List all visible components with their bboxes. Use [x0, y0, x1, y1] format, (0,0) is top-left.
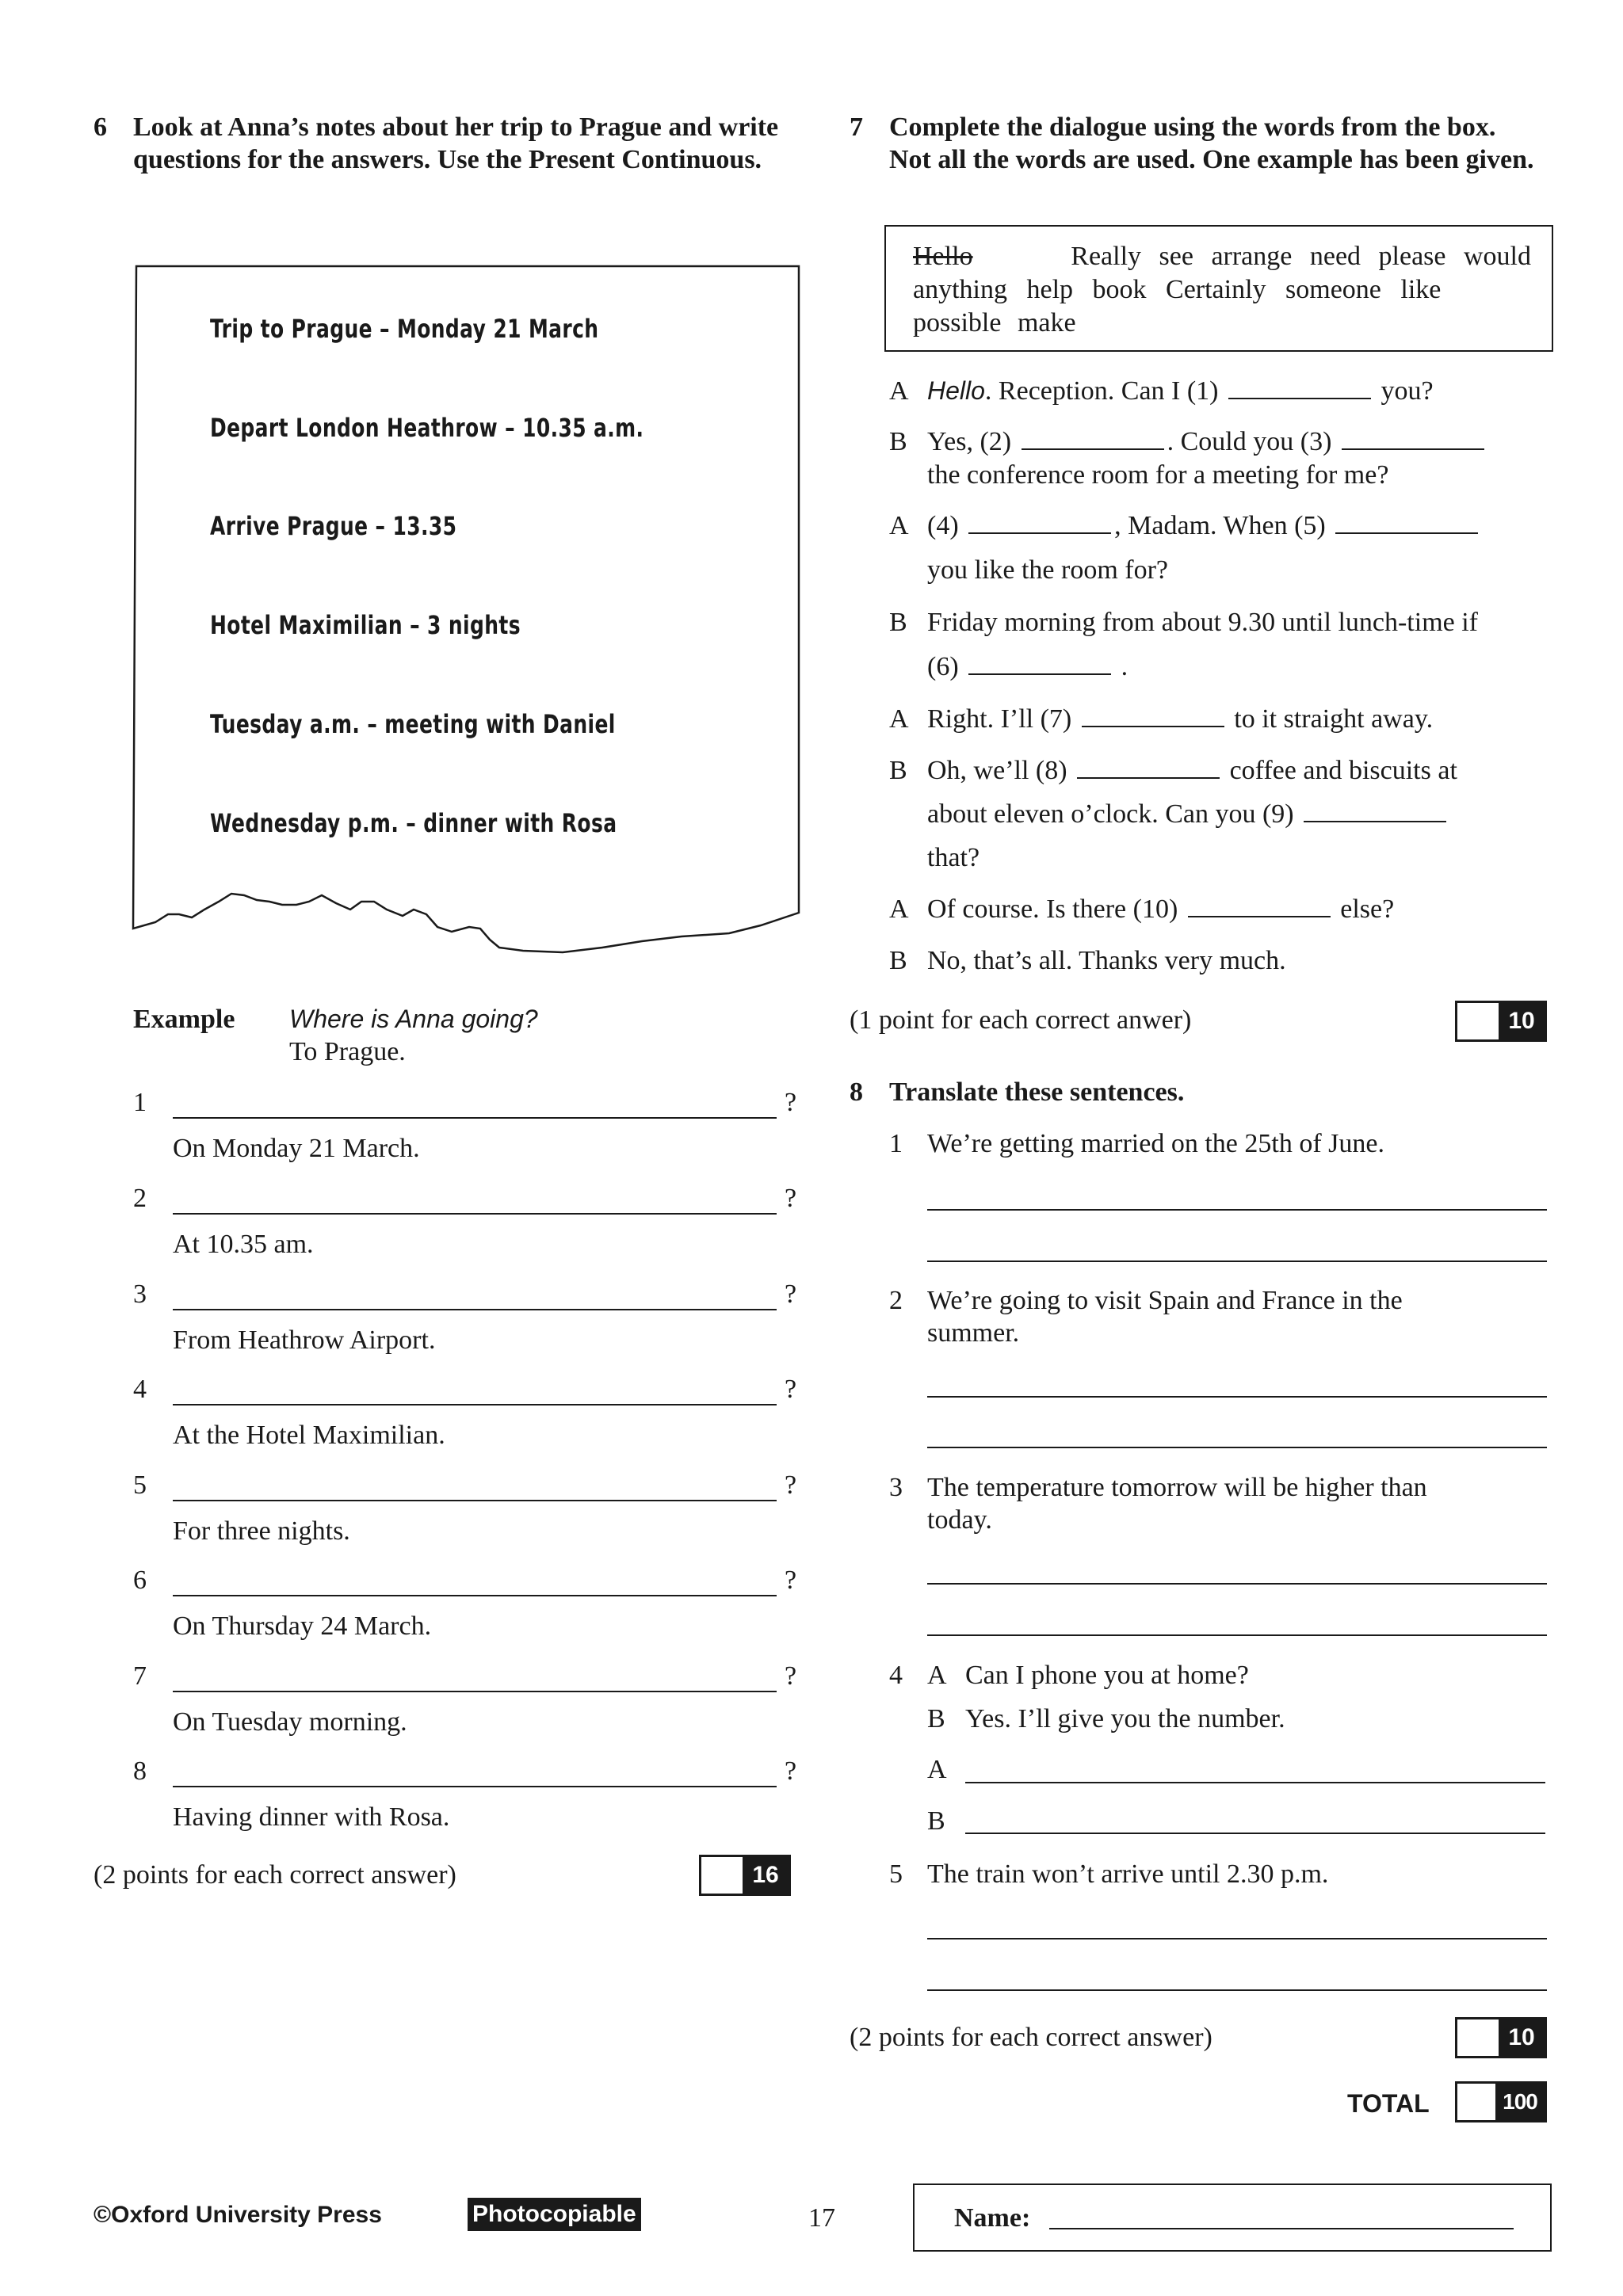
translation-line[interactable]: [927, 1209, 1547, 1211]
q6-item-number: 1: [133, 1088, 147, 1117]
sentence-text: summer.: [927, 1318, 1020, 1348]
speaker: A: [889, 376, 909, 406]
blank-7[interactable]: [1082, 704, 1224, 727]
dialogue-text: . Could you (3): [1167, 427, 1332, 456]
dialogue-line-4b: [927, 651, 1128, 684]
q6-item-6: [133, 1565, 799, 1652]
q8-sentence-4: [889, 1660, 1249, 1692]
translation-line[interactable]: [927, 1634, 1547, 1636]
translation-line[interactable]: [927, 1447, 1547, 1448]
speaker: B: [927, 1704, 945, 1733]
q6-item-1: [133, 1087, 799, 1174]
sentence-text: today.: [927, 1505, 992, 1535]
q6-points-note: (2 points for each correct answer): [94, 1860, 456, 1890]
q6-item-answer: Having dinner with Rosa.: [173, 1802, 450, 1832]
name-label: Name:: [954, 2203, 1031, 2233]
dialogue-text: Of course. Is there (10): [927, 894, 1178, 924]
question-mark: ?: [785, 1088, 797, 1117]
q6-item-answer: From Heathrow Airport.: [173, 1325, 436, 1355]
speaker: A: [889, 511, 909, 540]
dialogue-text: . Reception. Can I (1): [984, 376, 1219, 406]
answer-line[interactable]: [173, 1691, 777, 1692]
q8-sentence-3: [889, 1472, 1427, 1505]
q6-item-2: [133, 1183, 799, 1270]
struck-word: Hello: [913, 242, 973, 271]
dialogue-text: you like the room for?: [927, 555, 1169, 585]
translation-line[interactable]: [927, 1583, 1547, 1585]
dialogue-line-7: [889, 894, 1394, 926]
total-score: 100: [1495, 2084, 1545, 2120]
word-box-line-1: [913, 241, 1531, 273]
dialogue-line-3: [889, 510, 1481, 543]
sentence-number: 4: [889, 1661, 903, 1690]
q6-item-answer: At 10.35 am.: [173, 1230, 314, 1259]
dialogue-text: you?: [1381, 376, 1434, 406]
q8-sentence-2: [889, 1285, 1403, 1318]
question-mark: ?: [785, 1661, 797, 1691]
photocopiable-badge: Photocopiable: [468, 2198, 641, 2231]
q8-number: 8: [850, 1077, 863, 1107]
q6-item-answer: For three nights.: [173, 1516, 350, 1546]
speaker: B: [889, 427, 907, 456]
dialogue-text: that?: [927, 843, 980, 872]
sentence-number: 2: [889, 1286, 903, 1315]
q7-number: 7: [850, 113, 863, 142]
page-number: 17: [808, 2203, 835, 2233]
speaker: B: [889, 756, 907, 785]
q6-item-number: 4: [133, 1375, 147, 1404]
dialogue-text: (4): [927, 511, 959, 540]
q7-score: 10: [1499, 1003, 1545, 1039]
q6-item-answer: On Monday 21 March.: [173, 1134, 420, 1163]
example-question: Where is Anna going?: [289, 1005, 538, 1033]
word-box-line-3: possible make: [913, 308, 1076, 338]
dialogue-line-4: [889, 607, 1478, 639]
q6-item-number: 2: [133, 1184, 147, 1213]
q8-sentence-1: [889, 1128, 1384, 1161]
dialogue-line-1: [889, 376, 1434, 408]
q6-item-5: [133, 1470, 799, 1557]
name-box: [913, 2183, 1552, 2252]
q6-score-box: [699, 1855, 791, 1896]
sentence-text: Yes. I’ll give you the number.: [965, 1704, 1285, 1733]
question-mark: ?: [785, 1375, 797, 1404]
q6-item-7: [133, 1661, 799, 1748]
name-input-line[interactable]: [1049, 2228, 1514, 2229]
word-list-1: Really see arrange need please would: [1071, 242, 1531, 271]
blank-4[interactable]: [968, 510, 1111, 534]
dialogue-text: Right. I’ll (7): [927, 704, 1072, 734]
q8-score: 10: [1499, 2019, 1545, 2056]
blank-8[interactable]: [1077, 755, 1220, 779]
sentence-number: 1: [889, 1129, 903, 1158]
sentence-text: The temperature tomorrow will be higher than: [927, 1473, 1427, 1502]
sentence-text: The train won’t arrive until 2.30 p.m.: [927, 1859, 1329, 1889]
speaker: A: [889, 704, 909, 734]
speaker: A: [889, 894, 909, 924]
word-box: [884, 225, 1553, 352]
dialogue-text: about eleven o’clock. Can you (9): [927, 799, 1294, 829]
sentence-number: 5: [889, 1859, 903, 1889]
translation-line[interactable]: [927, 1938, 1547, 1939]
blank-1[interactable]: [1228, 376, 1371, 399]
q6-number: 6: [94, 113, 107, 142]
q6-item-number: 7: [133, 1661, 147, 1691]
q6-item-number: 3: [133, 1280, 147, 1309]
dialogue-text: .: [1121, 652, 1128, 681]
blank-3[interactable]: [1342, 426, 1484, 450]
q6-item-4: [133, 1374, 799, 1461]
translation-line[interactable]: [927, 1396, 1547, 1398]
note-line-1: Trip to Prague – Monday 21 March: [210, 314, 599, 344]
q7-instruction: Complete the dialogue using the words from the box. Not all the words are used. One example has been given.: [889, 113, 1534, 174]
dialogue-line-6b: [927, 799, 1449, 831]
dialogue-line-6: [889, 755, 1457, 788]
dialogue-text: coffee and biscuits at: [1229, 756, 1457, 785]
q8-points-note: (2 points for each correct answer): [850, 2023, 1212, 2052]
speaker: B: [889, 608, 907, 637]
translation-line[interactable]: [927, 1261, 1547, 1262]
answer-line[interactable]: [173, 1117, 777, 1119]
q7-points-note: (1 point for each correct anwer): [850, 1005, 1192, 1035]
note-line-5: Tuesday a.m. – meeting with Daniel: [210, 709, 616, 739]
blank-2[interactable]: [1022, 426, 1164, 450]
translation-line-b[interactable]: [965, 1833, 1545, 1834]
answer-line[interactable]: [173, 1500, 777, 1501]
q8-score-box: [1455, 2017, 1547, 2058]
question-mark: ?: [785, 1756, 797, 1786]
q7-score-box: [1455, 1001, 1547, 1042]
answer-line[interactable]: [173, 1404, 777, 1405]
total-label: TOTAL: [1347, 2089, 1430, 2118]
note-line-3: Arrive Prague – 13.35: [210, 511, 457, 541]
dialogue-text: No, that’s all. Thanks very much.: [927, 946, 1286, 975]
blank-10[interactable]: [1188, 894, 1331, 917]
sentence-text: Can I phone you at home?: [965, 1661, 1249, 1690]
q8-sentence-5: [889, 1859, 1328, 1891]
question-mark: ?: [785, 1184, 797, 1213]
publisher-credit: ©Oxford University Press: [94, 2202, 382, 2228]
q8-sentence-4b: [927, 1703, 1285, 1736]
q6-item-3: [133, 1279, 799, 1366]
dialogue-text: else?: [1340, 894, 1395, 924]
blank-6[interactable]: [968, 651, 1111, 675]
dialogue-text: Oh, we’ll (8): [927, 756, 1067, 785]
note-line-6: Wednesday p.m. – dinner with Rosa: [210, 808, 617, 838]
speaker: B: [927, 1806, 945, 1836]
speaker: B: [889, 946, 907, 975]
dialogue-line-5: [889, 704, 1433, 736]
speaker: A: [927, 1755, 947, 1784]
translation-line-a[interactable]: [965, 1782, 1545, 1783]
blank-5[interactable]: [1335, 510, 1478, 534]
dialogue-text: to it straight away.: [1234, 704, 1434, 734]
q8-instruction: Translate these sentences.: [889, 1077, 1185, 1107]
dialogue-text: , Madam. When (5): [1114, 511, 1326, 540]
sentence-text: We’re getting married on the 25th of June.: [927, 1129, 1384, 1158]
q6-item-number: 5: [133, 1470, 147, 1500]
sentence-number: 3: [889, 1473, 903, 1502]
q6-item-answer: On Thursday 24 March.: [173, 1611, 432, 1641]
example-word: Hello: [927, 376, 985, 405]
answer-line[interactable]: [173, 1309, 777, 1310]
example-answer: To Prague.: [289, 1037, 406, 1066]
question-mark: ?: [785, 1470, 797, 1500]
answer-line[interactable]: [173, 1213, 777, 1215]
q6-instruction: Look at Anna’s notes about her trip to Prague and write questions for the answers. Use the Present Continuous.: [133, 113, 779, 174]
dialogue-text: Yes, (2): [927, 427, 1012, 456]
dialogue-line-2: [889, 426, 1487, 459]
translation-line[interactable]: [927, 1989, 1547, 1991]
sentence-text: We’re going to visit Spain and France in the: [927, 1286, 1403, 1315]
q6-score: 16: [743, 1857, 789, 1894]
q6-item-number: 8: [133, 1756, 147, 1786]
q6-item-answer: At the Hotel Maximilian.: [173, 1421, 445, 1450]
q6-item-number: 6: [133, 1566, 147, 1595]
dialogue-text: the conference room for a meeting for me?: [927, 460, 1389, 490]
note-line-2: Depart London Heathrow – 10.35 a.m.: [210, 413, 644, 443]
answer-line[interactable]: [173, 1595, 777, 1596]
q6-item-8: [133, 1756, 799, 1843]
q6-item-answer: On Tuesday morning.: [173, 1707, 407, 1737]
speaker: A: [927, 1661, 947, 1690]
word-box-line-2: anything help book Certainly someone like: [913, 275, 1442, 304]
total-score-box: [1455, 2081, 1547, 2122]
answer-line[interactable]: [173, 1786, 777, 1787]
question-mark: ?: [785, 1280, 797, 1309]
question-mark: ?: [785, 1566, 797, 1595]
example-label: Example: [133, 1005, 235, 1034]
note-line-4: Hotel Maximilian – 3 nights: [210, 610, 521, 640]
dialogue-text: Friday morning from about 9.30 until lunch-time if: [927, 608, 1479, 637]
dialogue-text: (6): [927, 652, 959, 681]
dialogue-line-8: [889, 945, 1286, 978]
blank-9[interactable]: [1304, 799, 1446, 822]
